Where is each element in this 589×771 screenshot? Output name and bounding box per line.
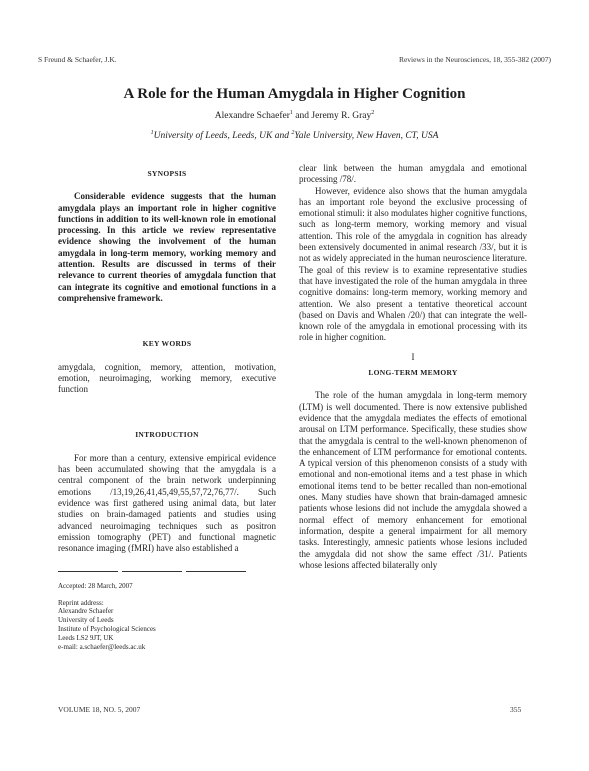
left-column: [58, 168, 276, 651]
footnote-separator: [58, 564, 276, 575]
running-header-left: S Freund & Schaefer, J.K.: [38, 55, 117, 64]
synopsis-heading: SYNOPSIS: [147, 169, 187, 178]
author-marker: 2: [371, 110, 375, 116]
keywords-text: amygdala, cognition, memory, attention, motivation, emotion, neuroimaging, working memory, executive function: [58, 361, 276, 395]
affiliation-text: University of Leeds, Leeds, UK and: [153, 131, 292, 142]
keywords-heading: KEY WORDS: [142, 339, 192, 349]
reprint-dept: Institute of Psychological Sciences: [58, 624, 156, 633]
reprint-city: Leeds LS2 9JT, UK: [58, 633, 114, 642]
page-number: 355: [510, 705, 522, 714]
intro-continuation: clear link between the human amygdala and emotional processing /78/.: [299, 163, 527, 185]
author-name: Jeremy R. Gray: [311, 111, 372, 122]
author-line: [0, 110, 589, 121]
accepted-date: Accepted: 28 March, 2007: [58, 581, 133, 590]
author-conjunction: and: [292, 111, 312, 122]
affiliation-marker: 1: [150, 130, 154, 136]
introduction-heading: INTRODUCTION: [135, 430, 199, 440]
intro-paragraph-2: However, evidence also shows that the human amygdala has an important role beyond the exclusive processing of emotional stimuli: it also modulates higher cognitive functions, such as long-term memory, working memory and visual attention. This role of the amygdala in cognition has already been extensively documented in animal research /33/, but it is not as widely appreciated in the human neuroscience literature. The goal of this review is to examine representative studies that have investigated the role of the human amygdala in three cognitive domains: long-term memory, working memory and attention. We also present a tentative theoretical account (based on Davis and Whalen /20/) that can integrate the well-known role of the amygdala in emotional processing with its role in higher cognition.: [299, 185, 527, 343]
affiliation-text: Yale University, New Haven, CT, USA: [294, 131, 439, 142]
author-marker: 1: [289, 110, 293, 116]
ltm-paragraph: The role of the human amygdala in long-term memory (LTM) is well documented. There is now extensive published evidence that the amygdala mediates the effects of emotional arousal on LTM performance. Specifically, these studies show that the amygdala is central to the well-known phenomenon of the enhancement of LTM performance for emotional contents. A typical version of this phenomenon consists of a study with emotional and non-emotional items and a test phase in which emotional items tend to be better recalled than non-emotional ones. Many studies have shown that brain-damaged amnesic patients whose lesions did not include the amygdala showed a normal effect of memory enhancement for emotional information, despite a general impairment for all memory tasks. Interestingly, amnesic patients whose lesions included the amygdala did not show the same effect /31/. Patients whose lesions affected bilaterally only: [299, 390, 527, 570]
reprint-name: Alexandre Schaefer: [58, 607, 114, 616]
paper-title: A Role for the Human Amygdala in Higher Cognition: [123, 86, 466, 102]
section-number: I: [411, 351, 415, 362]
affiliation-line: [0, 130, 589, 141]
footer-volume: VOLUME 18, NO. 5, 2007: [58, 705, 141, 714]
reprint-label: Reprint address:: [58, 598, 104, 607]
synopsis-text: Considerable evidence suggests that the human amygdala plays an important role in higher cognitive functions in addition to its well-known role in emotional processing. In this article we review representative evidence showing the involvement of the human amygdala in long-term memory, working memory and attention. Results are discussed in terms of their relevance to current theories of amygdala function that can integrate its cognitive and emotional functions in a comprehensive framework.: [58, 191, 276, 303]
affiliation-marker: 2: [291, 130, 295, 136]
running-header-right: Reviews in the Neurosciences, 18, 355-382 (2007): [398, 55, 551, 64]
author-name: Alexandre Schaefer: [214, 111, 290, 122]
reprint-email: e-mail: a.schaefer@leeds.ac.uk: [58, 642, 146, 651]
introduction-text: For more than a century, extensive empirical evidence has been accumulated showing that the amygdala is a central component of the brain network underpinning emotions /13,19,26,41,45,49,55,57,72,76,77/. Such evidence was first gathered using animal data, but later studies on brain-damaged patients and studies using advanced neuroimaging techniques such as positron emission tomography (PET) and functional magnetic resonance imaging (fMRI) have also established a: [58, 452, 276, 554]
reprint-org: University of Leeds: [58, 616, 114, 625]
reprint-address: [58, 599, 276, 652]
right-column: [299, 163, 527, 571]
section-heading-ltm: LONG-TERM MEMORY: [368, 368, 458, 378]
